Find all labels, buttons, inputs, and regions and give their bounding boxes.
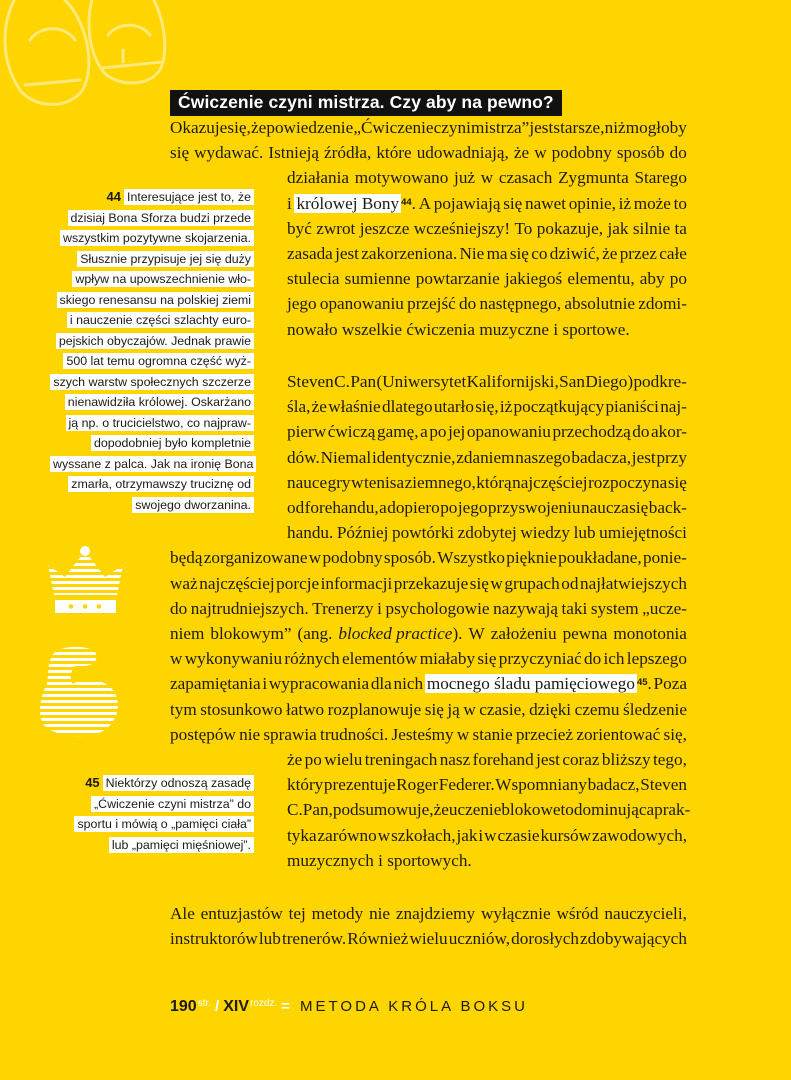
footnote-line: zmarła, otrzymawszy truciznę od	[50, 474, 254, 495]
text-line: działania motywowano już w czasach Zygmunta Starego	[287, 168, 687, 188]
text-line: śla, że właśnie dlatego utarło się, iż początkujący pianiści naj-	[287, 397, 687, 417]
footnote-line: „Ćwiczenie czyni mistrza” do	[50, 794, 254, 815]
footnote-44	[50, 187, 254, 515]
footnote-line: skiego renesansu na polskiej ziemi	[50, 290, 254, 311]
text-line: że po wielu treningach nasz forehand jest coraz bliższy tego,	[287, 750, 687, 769]
footnote-line: szych warstw społecznych szczerze	[50, 372, 254, 393]
highlighted-phrase: królowej Bony	[296, 193, 400, 213]
section-heading: Ćwiczenie czyni mistrza. Czy aby na pewno?	[170, 90, 562, 116]
flexed-arm-icon	[35, 640, 127, 740]
text-line: handu. Później powtórki zdobytej wiedzy lub umiejętności	[287, 523, 687, 543]
text-line: waż najczęściej porcje informacji przekazuje się w grupach od najłatwiejszych	[170, 573, 687, 593]
text-line: Okazuje się, że powiedzenie „Ćwiczenie czyni mistrza” jest starsze, niż mogłoby	[170, 118, 687, 137]
highlighted-phrase: mocnego śladu pamięciowego	[426, 674, 635, 694]
text-line: do najtrudniejszych. Trenerzy i psychologowie nazywają taki system „ucze-	[170, 598, 687, 618]
footer-separator: /	[215, 998, 220, 1015]
boxing-gloves-icon	[0, 0, 190, 120]
footnote-line: lub „pamięci mięśniowej”.	[50, 835, 254, 856]
text-line: który prezentuje Roger Federer. Wspomniany badacz, Steven	[287, 775, 687, 795]
text-line: muzycznych i sportowych.	[287, 850, 472, 870]
page-footer	[170, 998, 528, 1016]
text-line: stulecia sumienne powtarzanie jakiegoś elementu, aby po	[287, 269, 687, 289]
text-line: instruktorów lub trenerów. Również wielu uczniów, dorosłych zdobywających	[170, 929, 687, 949]
text-line: się wydawać. Istnieją źródła, które udowadniają, że w podobny sposób do	[170, 143, 687, 163]
footnote-marker: 45	[636, 677, 648, 689]
text-line: niem blokowym” (ang. blocked practice). W założeniu pewna monotonia	[170, 624, 687, 643]
text-line: pierw ćwiczą gamę, a po jej opanowaniu przechodzą do akor-	[287, 422, 687, 442]
text-line: dów. Niemal identycznie, zdaniem naszego badacza, jest przy	[287, 447, 687, 467]
text-line: i królowej Bony $^{44}$. A pojawiają się nawet opinie, iż może to	[287, 193, 687, 213]
text-line: tym stosunkowo łatwo rozplanowuje się ją w czasie, dzięki czemu śledzenie	[170, 699, 687, 719]
footnote-line: wyssane z palca. Jak na ironię Bona	[50, 454, 254, 475]
footnote-line: dopodobniej było kompletnie	[50, 433, 254, 454]
footnote-number: 44	[106, 189, 122, 204]
footnote-line: 45 Niektórzy odnoszą zasadę	[50, 773, 254, 794]
footnote-45	[50, 773, 254, 855]
footnote-line: pejskich obyczajów. Jednak prawie	[50, 331, 254, 352]
text-line: od forehandu, a dopiero po jego przyswojeniu naucza się back-	[287, 498, 687, 517]
text-line: być zwrot jeszcze wcześniejszy! To pokazuje, jak silnie ta	[287, 218, 687, 238]
footnote-line: wpływ na upowszechnienie wło-	[50, 269, 254, 290]
footnote-line: sportu i mówią o „pamięci ciała”	[50, 814, 254, 835]
text-line: tyka zarówno w szkołach, jak i w czasie kursów zawodowych,	[287, 825, 687, 845]
chapter-label: rozdz.	[250, 998, 278, 1009]
page-number-label: str.	[197, 998, 212, 1009]
footer-equals: =	[281, 998, 291, 1015]
text-line: jego opanowaniu przejść do następnego, absolutnie zdomi-	[287, 294, 687, 314]
footnote-line: dzisiaj Bona Sforza budzi przede	[50, 208, 254, 229]
footnote-line: Słusznie przypisuje jej się duży	[50, 249, 254, 270]
italic-term: blocked practice	[338, 624, 453, 643]
footnote-line: swojego dworzanina.	[50, 495, 254, 516]
text-line: Ale entuzjastów tej metody nie znajdziemy wyłącznie wśród nauczycieli,	[170, 904, 687, 923]
text-line: nowało wszelkie ćwiczenia muzyczne i sportowe.	[287, 319, 630, 339]
page-number: 190	[170, 998, 197, 1015]
footnote-line: 500 lat temu ogromna część wyż-	[50, 351, 254, 372]
text-line: będą zorganizowane w podobny sposób. Wszystko pięknie poukładane, ponie-	[170, 548, 687, 568]
text-line: Steven C. Pan (Uniwersytet Kalifornijski, San Diego) podkre-	[287, 372, 687, 391]
book-title: METODA KRÓLA BOKSU	[300, 998, 528, 1015]
footnote-line: 44 Interesujące jest to, że	[50, 187, 254, 208]
footnote-number: 45	[85, 775, 100, 790]
crown-icon	[43, 545, 128, 617]
text-line: zapamiętania i wypracowania dla nich mocnego śladu pamięciowego $^{45}$. Poza	[170, 674, 687, 694]
footnote-line: i nauczenie części szlachty euro-	[50, 310, 254, 331]
text-line: zasada jest zakorzeniona. Nie ma się co dziwić, że przez całe	[287, 244, 687, 263]
footnote-line: wszystkim pozytywne skojarzenia.	[50, 228, 254, 249]
footnote-marker: 44	[401, 196, 412, 208]
footnote-line: ją np. o trucicielstwo, co najpraw-	[50, 413, 254, 434]
footnote-line: nienawidziła królowej. Oskarżano	[50, 392, 254, 413]
text-line: postępów nie sprawia trudności. Jesteśmy w stanie przecież zorientować się,	[170, 724, 687, 744]
chapter-number: XIV	[223, 998, 250, 1015]
text-line: C. Pan, podsumowuje, że uczenie blokowe to dominująca prak-	[287, 800, 691, 820]
text-line: w wykonywaniu różnych elementów miałaby się przyczyniać do ich lepszego	[170, 649, 687, 669]
text-line: nauce gry w tenisa ziemnego, którą najczęściej rozpoczyna się	[287, 472, 687, 492]
